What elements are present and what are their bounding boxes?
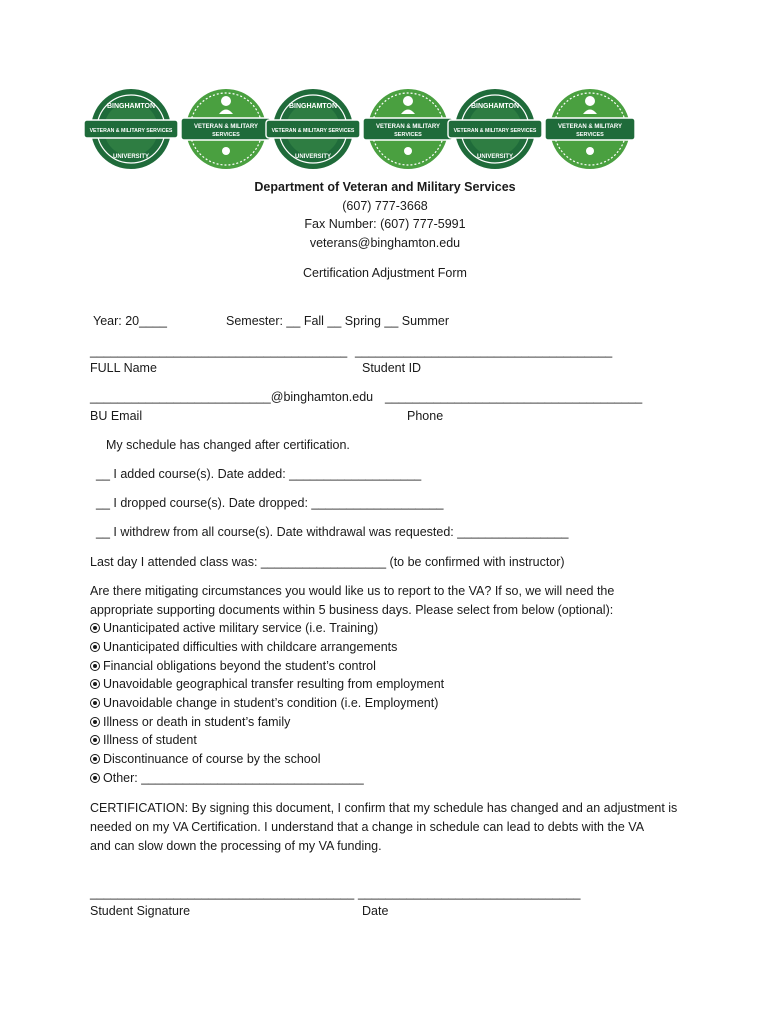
svg-text:UNIVERSITY: UNIVERSITY — [476, 154, 514, 160]
form-title: Certification Adjustment Form — [303, 266, 467, 280]
svg-text:SERVICES: SERVICES — [394, 132, 422, 138]
svg-text:VETERAN & MILITARY SERVICES: VETERAN & MILITARY SERVICES — [271, 128, 355, 134]
svg-text:UNIVERSITY: UNIVERSITY — [112, 154, 150, 160]
date-label: Date — [362, 904, 389, 918]
certification-statement — [90, 799, 690, 855]
radio-icon[interactable] — [90, 642, 100, 652]
mitigating-question — [90, 582, 690, 620]
mitigating-line-2: appropriate supporting documents within 5 business days. Please select from below (optional): — [90, 602, 614, 617]
mitigating-line-1: Are there mitigating circumstances you would like us to report to the VA? If so, we will need the — [90, 584, 615, 598]
signature-label: Student Signature — [90, 904, 191, 918]
svg-text:VETERAN & MILITARY: VETERAN & MILITARY — [194, 124, 258, 130]
svg-text:SERVICES: SERVICES — [212, 132, 240, 138]
student-id-line[interactable]: _____________________________________ — [355, 344, 613, 358]
semester-field[interactable]: Semester: __ Fall __ Spring __ Summer — [226, 314, 450, 328]
department-email[interactable]: veterans@binghamton.edu — [309, 236, 461, 250]
svg-text:VETERAN & MILITARY SERVICES: VETERAN & MILITARY SERVICES — [89, 128, 173, 134]
radio-icon[interactable] — [90, 717, 100, 727]
department-title: Department of Veteran and Military Services — [254, 180, 516, 194]
radio-icon[interactable] — [90, 623, 100, 633]
svg-text:UNIVERSITY: UNIVERSITY — [294, 154, 332, 160]
certification-line-2: needed on my VA Certification. I understand that a change in schedule can lead to debts with the VA — [90, 819, 645, 834]
bu-email-label: BU Email — [90, 409, 143, 423]
radio-icon[interactable] — [90, 698, 100, 708]
phone-line[interactable]: _____________________________________ — [385, 390, 643, 404]
certification-line-3: and can slow down the processing of my VA funding. — [90, 838, 382, 853]
phone-label: Phone — [407, 409, 444, 423]
svg-text:VETERAN & MILITARY: VETERAN & MILITARY — [376, 124, 440, 130]
seal-vms-1 — [181, 89, 271, 169]
seal-vms-3 — [545, 89, 635, 169]
seal-university-2 — [266, 89, 360, 169]
radio-icon[interactable] — [90, 735, 100, 745]
full-name-label: FULL Name — [90, 361, 157, 375]
option-discontinuance[interactable]: Discontinuance of course by the school — [90, 752, 321, 766]
bu-email-line[interactable]: __________________________@binghamton.edu — [90, 390, 374, 404]
seal-university-3 — [448, 89, 542, 169]
radio-icon[interactable] — [90, 661, 100, 671]
seal-university-1 — [84, 89, 178, 169]
option-military-service[interactable]: Unanticipated active military service (i.e. Training) — [90, 621, 378, 635]
option-financial[interactable]: Financial obligations beyond the student’s control — [90, 659, 376, 673]
svg-text:VETERAN & MILITARY: VETERAN & MILITARY — [558, 124, 622, 130]
withdrew-course-field[interactable]: __ I withdrew from all course(s). Date withdrawal was requested: ________________ — [96, 525, 569, 539]
logo-banner — [82, 86, 642, 172]
seal-vms-2 — [363, 89, 453, 169]
seal-logos — [82, 86, 642, 172]
svg-text:VETERAN & MILITARY SERVICES: VETERAN & MILITARY SERVICES — [453, 128, 537, 134]
added-course-field[interactable]: __ I added course(s). Date added: ___________________ — [96, 467, 422, 481]
last-day-field[interactable]: Last day I attended class was: __________________ (to be confirmed with instructor) — [90, 555, 565, 569]
option-other[interactable]: Other: ________________________________ — [90, 771, 364, 785]
svg-text:SERVICES: SERVICES — [576, 132, 604, 138]
option-geographic-transfer[interactable]: Unavoidable geographical transfer resulting from employment — [90, 677, 444, 691]
department-fax: Fax Number: (607) 777-5991 — [304, 217, 466, 231]
svg-text:BINGHAMTON: BINGHAMTON — [106, 103, 156, 110]
certification-line-1: CERTIFICATION: By signing this document, I confirm that my schedule has changed and an adjustment is — [90, 801, 678, 815]
schedule-intro: My schedule has changed after certification. — [106, 438, 350, 452]
option-family-illness[interactable]: Illness or death in student’s family — [90, 715, 290, 729]
svg-text:BINGHAMTON: BINGHAMTON — [288, 103, 338, 110]
date-line[interactable]: ________________________________ — [358, 886, 581, 900]
radio-icon[interactable] — [90, 679, 100, 689]
full-name-line[interactable]: _____________________________________ — [90, 344, 348, 358]
option-childcare[interactable]: Unanticipated difficulties with childcare arrangements — [90, 640, 397, 654]
department-phone: (607) 777-3668 — [342, 199, 428, 213]
student-id-label: Student ID — [362, 361, 422, 375]
signature-line[interactable]: ______________________________________ — [90, 886, 355, 900]
dropped-course-field[interactable]: __ I dropped course(s). Date dropped: ___________________ — [96, 496, 444, 510]
option-condition-change[interactable]: Unavoidable change in student’s condition (i.e. Employment) — [90, 696, 438, 710]
radio-icon[interactable] — [90, 754, 100, 764]
svg-text:BINGHAMTON: BINGHAMTON — [470, 103, 520, 110]
option-student-illness[interactable]: Illness of student — [90, 733, 197, 747]
year-field[interactable]: Year: 20____ — [93, 314, 167, 328]
radio-icon[interactable] — [90, 773, 100, 783]
